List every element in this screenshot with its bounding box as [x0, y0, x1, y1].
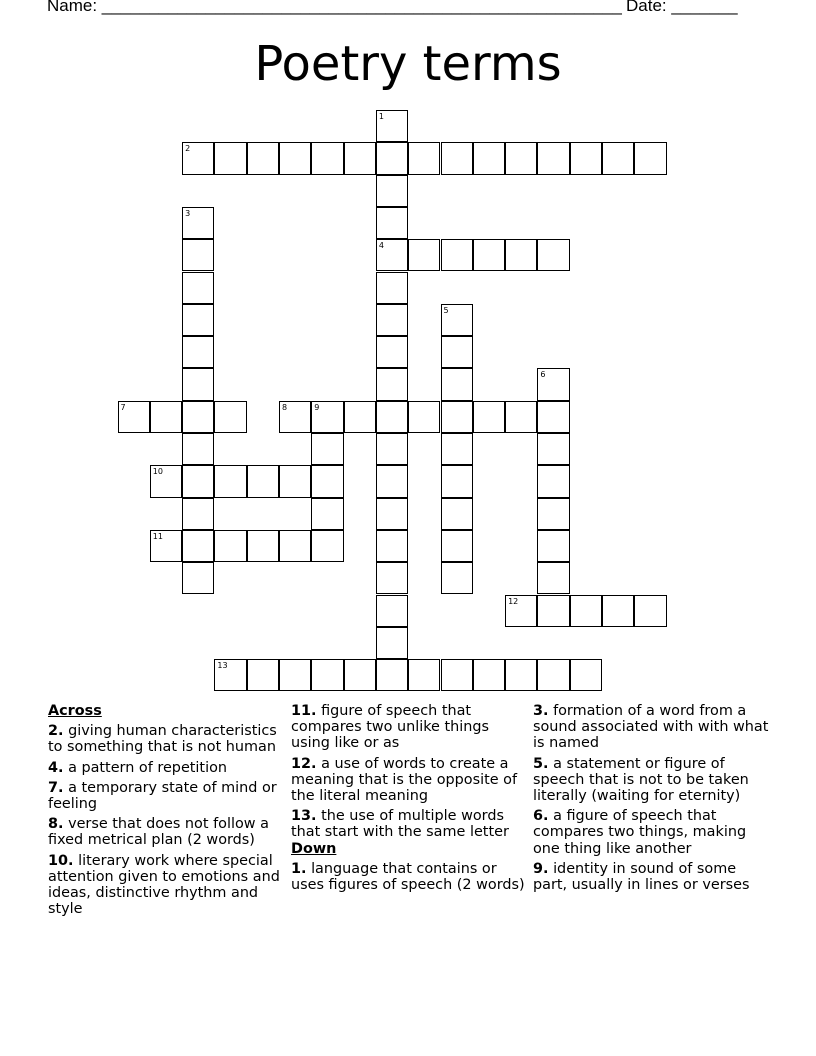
grid-cell[interactable]	[279, 142, 311, 174]
grid-cell[interactable]	[376, 272, 408, 304]
grid-cell[interactable]	[376, 175, 408, 207]
grid-cell[interactable]	[376, 530, 408, 562]
clue-down-5: 5. a statement or figure of speech that is not to be taken literally (waiting for eternity)	[533, 755, 749, 805]
grid-cell[interactable]	[441, 659, 473, 691]
grid-cell[interactable]	[311, 433, 343, 465]
grid-cell[interactable]	[311, 401, 343, 433]
grid-cell[interactable]	[441, 304, 473, 336]
grid-cell[interactable]	[344, 659, 376, 691]
across-heading: Across	[48, 703, 102, 719]
grid-cell[interactable]	[376, 110, 408, 142]
grid-cell[interactable]	[247, 530, 279, 562]
date-field[interactable]: Date: _______	[626, 0, 738, 15]
grid-cell[interactable]	[344, 142, 376, 174]
grid-cell[interactable]	[214, 530, 246, 562]
grid-cell[interactable]	[376, 498, 408, 530]
puzzle-title: Poetry terms	[254, 36, 562, 92]
clue-across-7: 7. a temporary state of mind or feeling	[48, 779, 277, 813]
grid-cell[interactable]	[537, 239, 569, 271]
grid-cell[interactable]	[311, 465, 343, 497]
clue-across-2: 2. giving human characteristics to something that is not human	[48, 723, 277, 756]
grid-cell[interactable]	[441, 239, 473, 271]
grid-cell[interactable]	[505, 659, 537, 691]
clue-number: 4	[378, 241, 384, 251]
grid-cell[interactable]	[376, 627, 408, 659]
clue-number: 13	[217, 661, 228, 671]
grid-cell[interactable]	[214, 659, 246, 691]
grid-cell[interactable]	[408, 239, 440, 271]
grid-cell[interactable]	[150, 401, 182, 433]
clue-number: 6	[540, 370, 546, 380]
grid-cell[interactable]	[182, 142, 214, 174]
grid-cell[interactable]	[537, 401, 569, 433]
clue-across-12: 12. a use of words to create a meaning that is the opposite of the literal meaning	[291, 755, 518, 805]
clue-number: 7	[120, 402, 126, 412]
grid-cell[interactable]	[505, 142, 537, 174]
grid-cell[interactable]	[634, 142, 666, 174]
grid-cell[interactable]	[279, 530, 311, 562]
grid-cell[interactable]	[182, 272, 214, 304]
grid-cell[interactable]	[634, 595, 666, 627]
clue-number: 12	[508, 596, 519, 606]
grid-cell[interactable]	[150, 530, 182, 562]
grid-cell[interactable]	[441, 562, 473, 594]
grid-cell[interactable]	[376, 336, 408, 368]
grid-cell[interactable]	[537, 595, 569, 627]
grid-cell[interactable]	[247, 659, 279, 691]
clue-column-1	[48, 703, 286, 921]
grid-cell[interactable]	[182, 530, 214, 562]
grid-cell[interactable]	[376, 207, 408, 239]
grid-cell[interactable]	[408, 142, 440, 174]
grid-cell[interactable]	[182, 336, 214, 368]
grid-cell[interactable]	[279, 659, 311, 691]
grid-cell[interactable]	[182, 433, 214, 465]
grid-cell[interactable]	[376, 401, 408, 433]
grid-cell[interactable]	[247, 142, 279, 174]
grid-cell[interactable]	[441, 336, 473, 368]
grid-cell[interactable]	[441, 465, 473, 497]
clue-across-4: 4. a pattern of repetition	[48, 759, 227, 776]
grid-cell[interactable]	[118, 401, 150, 433]
grid-cell[interactable]	[602, 595, 634, 627]
grid-cell[interactable]	[441, 498, 473, 530]
grid-cell[interactable]	[537, 659, 569, 691]
grid-cell[interactable]	[247, 465, 279, 497]
grid-cell[interactable]	[376, 659, 408, 691]
grid-cell[interactable]	[570, 142, 602, 174]
grid-cell[interactable]	[311, 498, 343, 530]
grid-cell[interactable]	[311, 659, 343, 691]
clue-number: 10	[152, 467, 163, 477]
grid-cell[interactable]	[376, 304, 408, 336]
grid-cell[interactable]	[214, 465, 246, 497]
grid-cell[interactable]	[408, 401, 440, 433]
grid-cell[interactable]	[182, 562, 214, 594]
grid-cell[interactable]	[537, 433, 569, 465]
grid-cell[interactable]	[182, 368, 214, 400]
grid-cell[interactable]	[537, 562, 569, 594]
clue-number: 8	[282, 402, 288, 412]
grid-cell[interactable]	[473, 401, 505, 433]
clue-number: 5	[443, 305, 449, 315]
grid-cell[interactable]	[214, 401, 246, 433]
grid-cell[interactable]	[182, 401, 214, 433]
clue-number: 11	[152, 531, 163, 541]
grid-cell[interactable]	[537, 142, 569, 174]
grid-cell[interactable]	[376, 595, 408, 627]
clue-down-3: 3. formation of a word from a sound associated with with what is named	[533, 703, 769, 752]
grid-cell[interactable]	[311, 530, 343, 562]
grid-cell[interactable]	[473, 659, 505, 691]
grid-cell[interactable]	[182, 239, 214, 271]
grid-cell[interactable]	[408, 659, 440, 691]
grid-cell[interactable]	[376, 562, 408, 594]
clue-down-9: 9. identity in sound of some part, usually in lines or verses	[533, 860, 750, 894]
grid-cell[interactable]	[537, 368, 569, 400]
grid-cell[interactable]	[344, 401, 376, 433]
grid-cell[interactable]	[441, 433, 473, 465]
name-field[interactable]: Name: _______________________________________________________	[47, 0, 622, 15]
grid-cell[interactable]	[537, 530, 569, 562]
grid-cell[interactable]	[182, 207, 214, 239]
grid-cell[interactable]	[505, 239, 537, 271]
grid-cell[interactable]	[537, 498, 569, 530]
grid-cell[interactable]	[537, 465, 569, 497]
grid-cell[interactable]	[376, 433, 408, 465]
clue-number: 1	[378, 112, 384, 121]
grid-cell[interactable]	[473, 142, 505, 174]
grid-cell[interactable]	[570, 595, 602, 627]
grid-cell[interactable]	[279, 465, 311, 497]
grid-cell[interactable]	[441, 142, 473, 174]
clue-across-8: 8. verse that does not follow a fixed metrical plan (2 words)	[48, 816, 269, 849]
clue-column-3	[533, 703, 773, 897]
clue-across-11: 11. figure of speech that compares two unlike things using like or as	[291, 703, 490, 752]
clue-down-1: 1. language that contains or uses figures of speech (2 words)	[291, 860, 525, 894]
clue-across-13: 13. the use of multiple words that start with the same letter	[291, 808, 509, 841]
clue-across-10: 10. literary work where special attention given to emotions and ideas, distinctive rhythm and style	[48, 852, 280, 918]
grid-cell[interactable]	[376, 142, 408, 174]
grid-cell[interactable]	[376, 368, 408, 400]
grid-cell[interactable]	[214, 142, 246, 174]
grid-cell[interactable]	[376, 465, 408, 497]
grid-cell[interactable]	[182, 465, 214, 497]
clue-number: 9	[314, 402, 320, 412]
grid-cell[interactable]	[182, 498, 214, 530]
clue-column-2	[291, 703, 529, 897]
grid-cell[interactable]	[505, 595, 537, 627]
clue-down-6: 6. a figure of speech that compares two things, making one thing like another	[533, 808, 747, 857]
grid-cell[interactable]	[602, 142, 634, 174]
grid-cell[interactable]	[505, 401, 537, 433]
grid-cell[interactable]	[441, 530, 473, 562]
grid-cell[interactable]	[441, 401, 473, 433]
grid-cell[interactable]	[311, 142, 343, 174]
clue-number: 2	[185, 144, 191, 154]
down-heading: Down	[291, 840, 337, 857]
grid-cell[interactable]	[376, 239, 408, 271]
grid-cell[interactable]	[182, 304, 214, 336]
grid-cell[interactable]	[150, 465, 182, 497]
grid-cell[interactable]	[441, 368, 473, 400]
clue-number: 3	[185, 208, 191, 218]
grid-cell[interactable]	[473, 239, 505, 271]
grid-cell[interactable]	[570, 659, 602, 691]
grid-cell[interactable]	[279, 401, 311, 433]
